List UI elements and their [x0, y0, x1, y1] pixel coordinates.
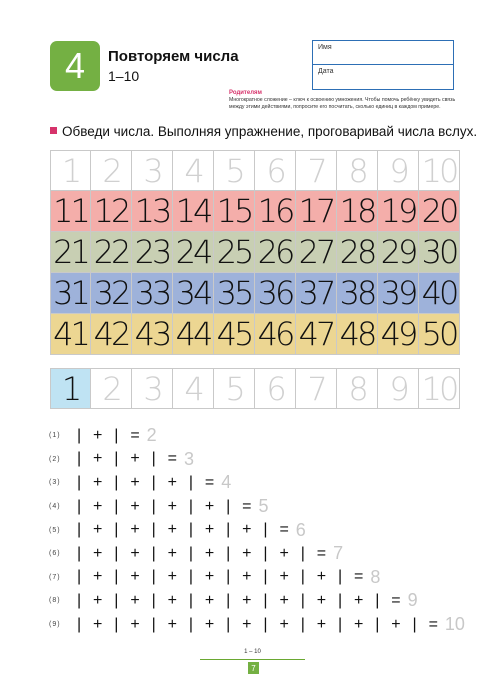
trace-cell[interactable]: 3	[132, 368, 173, 409]
exercise-expression: | + | + | + | + | + | + | + | + | + | =	[77, 615, 439, 633]
grid-cell: 42	[91, 314, 132, 355]
exercise-item	[49, 589, 465, 613]
exercise-label: (4)	[49, 503, 61, 511]
trace-cell[interactable]: 10	[419, 368, 460, 409]
grid-cell: 16	[255, 191, 296, 232]
grid-cell: 50	[419, 314, 460, 355]
grid-cell: 38	[337, 273, 378, 314]
exercise-label: (2)	[49, 455, 61, 463]
exercise-answer[interactable]: 9	[407, 590, 418, 611]
page-title: Повторяем числа	[108, 48, 239, 65]
date-field[interactable]	[313, 65, 453, 89]
trace-row-1-10	[50, 368, 460, 409]
exercise-label: (1)	[49, 432, 61, 440]
exercise-answer[interactable]: 3	[183, 448, 194, 469]
grid-cell[interactable]: 6	[255, 150, 296, 191]
exercise-expression: | + | + | + | + | + | + | + | + | =	[77, 591, 402, 609]
grid-row-31-40	[50, 273, 460, 314]
exercise-label: (8)	[49, 597, 61, 605]
grid-cell: 23	[132, 232, 173, 273]
exercise-label: (7)	[49, 573, 61, 581]
exercise-expression: | + | + | + | + | + | =	[77, 521, 290, 539]
instruction	[50, 124, 477, 139]
grid-row-21-30	[50, 232, 460, 273]
trace-cell[interactable]: 2	[91, 368, 132, 409]
exercise-answer[interactable]: 7	[333, 543, 344, 564]
grid-cell: 22	[91, 232, 132, 273]
exercise-answer[interactable]: 10	[444, 614, 465, 635]
grid-cell: 47	[296, 314, 337, 355]
exercise-item	[49, 471, 465, 495]
footer-range: 1 – 10	[244, 649, 261, 655]
grid-cell: 33	[132, 273, 173, 314]
grid-cell: 29	[378, 232, 419, 273]
grid-cell: 26	[255, 232, 296, 273]
exercise-item	[49, 424, 465, 448]
trace-cell[interactable]: 7	[296, 368, 337, 409]
grid-cell: 30	[419, 232, 460, 273]
trace-cell[interactable]: 8	[337, 368, 378, 409]
grid-cell: 27	[296, 232, 337, 273]
grid-cell: 41	[50, 314, 91, 355]
exercise-expression: | + | + | + | =	[77, 473, 216, 491]
grid-cell: 39	[378, 273, 419, 314]
grid-cell: 19	[378, 191, 419, 232]
addition-exercises	[49, 424, 465, 636]
trace-cell[interactable]: 9	[378, 368, 419, 409]
lesson-number: 4	[64, 45, 86, 86]
exercise-expression: | + | + | + | + | =	[77, 497, 253, 515]
trace-cell[interactable]: 4	[173, 368, 214, 409]
grid-cell: 43	[132, 314, 173, 355]
name-date-box	[312, 40, 454, 90]
instruction-text: Обведи числа. Выполняя упражнение, проговаривай числа вслух.	[62, 124, 478, 139]
parents-note-title: Родителям	[229, 90, 262, 96]
grid-cell: 11	[50, 191, 91, 232]
trace-cell[interactable]: 5	[214, 368, 255, 409]
exercise-label: (5)	[49, 526, 61, 534]
exercise-expression: | + | + | =	[77, 450, 178, 468]
name-field[interactable]	[313, 41, 453, 65]
grid-cell: 45	[214, 314, 255, 355]
grid-cell: 46	[255, 314, 296, 355]
lesson-number-badge	[50, 41, 100, 91]
grid-cell[interactable]: 2	[91, 150, 132, 191]
grid-cell: 36	[255, 273, 296, 314]
grid-row-41-50	[50, 314, 460, 355]
grid-cell: 34	[173, 273, 214, 314]
name-label: Имя	[318, 44, 332, 51]
grid-cell[interactable]: 7	[296, 150, 337, 191]
grid-cell[interactable]: 3	[132, 150, 173, 191]
grid-cell: 15	[214, 191, 255, 232]
grid-cell: 25	[214, 232, 255, 273]
grid-cell: 17	[296, 191, 337, 232]
exercise-label: (6)	[49, 550, 61, 558]
grid-cell: 24	[173, 232, 214, 273]
exercise-answer[interactable]: 8	[370, 566, 381, 587]
grid-cell: 35	[214, 273, 255, 314]
trace-cell[interactable]: 6	[255, 368, 296, 409]
grid-cell[interactable]: 4	[173, 150, 214, 191]
exercise-expression: | + | =	[77, 426, 141, 444]
grid-cell: 13	[132, 191, 173, 232]
footer-divider	[200, 659, 305, 660]
grid-cell: 21	[50, 232, 91, 273]
grid-cell: 48	[337, 314, 378, 355]
trace-cell[interactable]: 1	[50, 368, 91, 409]
exercise-item	[49, 566, 465, 590]
page-subtitle-range: 1–10	[108, 68, 140, 84]
parents-note-text: Многократное сложение – ключ к освоению умножения. Чтобы помочь ребёнку увидеть связь между этими действиями, попросите его посчитать, сколько единиц в каждом примере.	[229, 97, 456, 110]
exercise-expression: | + | + | + | + | + | + | + | =	[77, 568, 365, 586]
grid-cell: 18	[337, 191, 378, 232]
grid-cell: 20	[419, 191, 460, 232]
grid-cell[interactable]: 10	[419, 150, 460, 191]
grid-cell: 12	[91, 191, 132, 232]
bullet-square-icon	[50, 127, 57, 134]
exercise-item	[49, 448, 465, 472]
grid-cell: 44	[173, 314, 214, 355]
grid-cell: 32	[91, 273, 132, 314]
grid-cell: 28	[337, 232, 378, 273]
exercise-answer[interactable]: 5	[258, 496, 269, 517]
grid-cell[interactable]: 1	[50, 150, 91, 191]
grid-row-1-10	[50, 150, 460, 191]
exercise-item	[49, 542, 465, 566]
grid-cell: 31	[50, 273, 91, 314]
exercise-expression: | + | + | + | + | + | + | =	[77, 544, 328, 562]
date-label: Дата	[318, 68, 334, 75]
exercise-label: (3)	[49, 479, 61, 487]
grid-cell[interactable]: 9	[378, 150, 419, 191]
number-grid	[50, 150, 460, 355]
page-number	[248, 662, 259, 674]
grid-cell: 14	[173, 191, 214, 232]
grid-cell: 49	[378, 314, 419, 355]
exercise-label: (9)	[49, 621, 61, 629]
exercise-item	[49, 518, 465, 542]
grid-cell: 37	[296, 273, 337, 314]
exercise-answer[interactable]: 4	[221, 472, 232, 493]
exercise-item	[49, 495, 465, 519]
page-number-text: 7	[251, 663, 256, 673]
exercise-answer[interactable]: 2	[146, 425, 157, 446]
grid-cell[interactable]: 8	[337, 150, 378, 191]
exercise-answer[interactable]: 6	[295, 519, 306, 540]
grid-cell: 40	[419, 273, 460, 314]
grid-row-11-20	[50, 191, 460, 232]
grid-cell[interactable]: 5	[214, 150, 255, 191]
exercise-item	[49, 613, 465, 637]
